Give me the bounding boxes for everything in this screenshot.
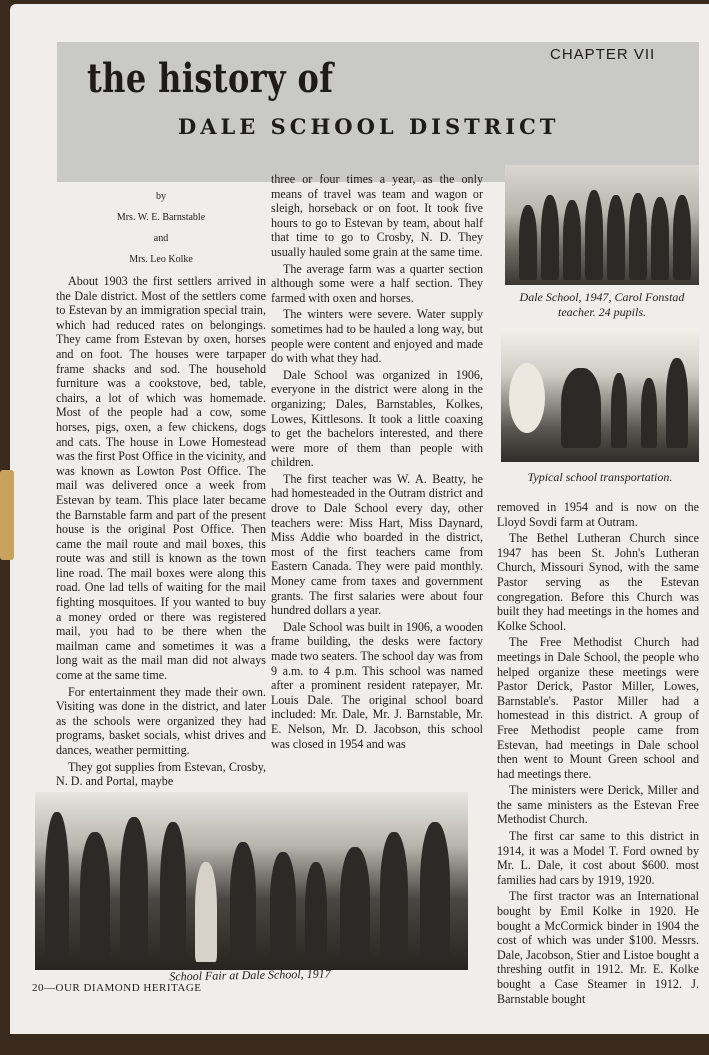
paragraph: They got supplies from Estevan, Crosby, N. D. and Portal, maybe [56, 759, 266, 789]
chapter-label: CHAPTER VII [550, 46, 656, 63]
photo-school-transportation [501, 328, 699, 462]
paragraph: About 1903 the first settlers arrived in the Dale district. Most of the settlers come to Estevan by an immigration special train, which had reduced rates on belongings. They came from Estevan by oxen, horses and on foot. The houses were tarpaper frame shacks and sod. The household furniture was a cookstove, bed, table, chairs, a lot of which was homemade. Most of the people had a cow, some horses, pigs, oxen, a few chickens, dogs and cats. The house in Lowe Homestead was the first Post Office in the vicinity, and was known as Lowton Post Office. The mail was delivered once a week from Estevan by team. This place later became the Barnstable farm and part of the present house is the original Post Office. Then came the mail route and mail boxes, this route was and still is known as the town line road. The mail boxes were along this road. One lad tells of waiting for the mail fighting mosquitoes. If you wanted to buy a money orded or there was registered mail, you had to be there when the mailman came and sometimes it was a long wait as the mail man did not always come at the same time. [56, 274, 266, 683]
photo-school-fair-1917 [35, 792, 468, 970]
paragraph: For entertainment they made their own. Visiting was done in the district, and later as the schools were organized they had programs, basket socials, whist drives and dances, weather permitting. [56, 684, 266, 757]
caption-photo-3: School Fair at Dale School, 1917 [169, 966, 331, 984]
paragraph: The winters were severe. Water supply sometimes had to be hauled a long way, but people were content and enjoyed and made do with what they had. [271, 307, 483, 366]
paragraph: The first car same to this district in 1914, it was a Model T. Ford owned by Mr. L. Dale, it cost about $600. most families had cars by 1919, 1920. [497, 829, 699, 887]
paragraph: removed in 1954 and is now on the Lloyd Sovdi farm at Outram. [497, 500, 699, 529]
paragraph: The ministers were Derick, Miller and the same ministers as the Estevan Free Methodist Church. [497, 783, 699, 827]
title-line-2: DALE SCHOOL DISTRICT [178, 114, 560, 139]
byline-author-2: Mrs. Leo Kolke [129, 254, 193, 265]
page-clip [0, 470, 14, 560]
paragraph: three or four times a year, as the only means of travel was team and wagon or sleigh, horseback or on foot. It took five hours to go to Estevan by team, about half that time to go to Crosby, N. D. They usually hauled some grain at the same time. [271, 172, 483, 259]
paragraph: The Free Methodist Church had meetings in Dale School, the people who helped organize these meetings were Pastor Derick, Pastor Miller, Lowes, Barnstable's. Pastor Miller had a homestead in this district. A group of Free Methodist people came from Estevan, had meetings in Dale school then went to Mount Green school and had meetings there. [497, 635, 699, 781]
paragraph: The first tractor was an International bought by Emil Kolke in 1920. He bought a McCormick binder in 1904 the cost of which was under $100. Messrs. Dale, Jacobson, Stier and Listoe bought a threshing outfit in 1912. Mr. E. Kolke bought a Case Steamer in 1912. J. Barnstable bought [497, 889, 699, 1006]
paragraph: Dale School was organized in 1906, everyone in the district were along in the organizing; Dales, Barnstables, Kolkes, Lowes, Kittlesons. It took a little coaxing to get the bachelors interested, and there were more of them than people with children. [271, 367, 483, 470]
title-line-1: the history of [87, 55, 334, 102]
page-footer: 20—OUR DIAMOND HERITAGE [32, 982, 202, 994]
photo-dale-school-1947 [505, 165, 699, 285]
column-1 [56, 190, 266, 791]
byline-and: and [153, 233, 169, 244]
column-2 [271, 172, 483, 753]
paragraph: The first teacher was W. A. Beatty, he had homesteaded in the Outram district and drove to Dale School every day, other teachers were: Miss Hart, Miss Daynard, Miss Addie who boarded in the district, most of the first teachers came from Eastern Canada. They were paid monthly. Money came from taxes and government grants. The first salaries were about four hundred dollars a year. [271, 471, 483, 618]
caption-photo-2: Typical school transportation. [527, 470, 673, 484]
byline [56, 190, 266, 266]
column-3 [497, 500, 699, 1008]
paragraph: The Bethel Lutheran Church since 1947 has been St. John's Lutheran Church, Missouri Synod, with the same Pastor serving as the Estevan congregation. Before this Church was built they had meetings in the homes and Kolke School. [497, 531, 699, 633]
byline-author-1: Mrs. W. E. Barnstable [116, 212, 206, 223]
paragraph: The average farm was a quarter section although some were a half section. They farmed with oxen and horses. [271, 261, 483, 305]
paragraph: Dale School was built in 1906, a wooden frame building, the desks were factory made two seaters. The school day was from 9 a.m. to 4 p.m. This school was named after a prominent resident ratepayer, Mr. Louis Dale. The original school board included: Mr. Dale, Mr. J. Barnstable, Mr. E. Nelson, Mr. D. Jacobson, this school was closed in 1954 and was [271, 619, 483, 751]
caption-photo-1: Dale School, 1947, Carol Fonstad teacher. 24 pupils. [519, 290, 685, 319]
byline-by: by [156, 191, 166, 202]
